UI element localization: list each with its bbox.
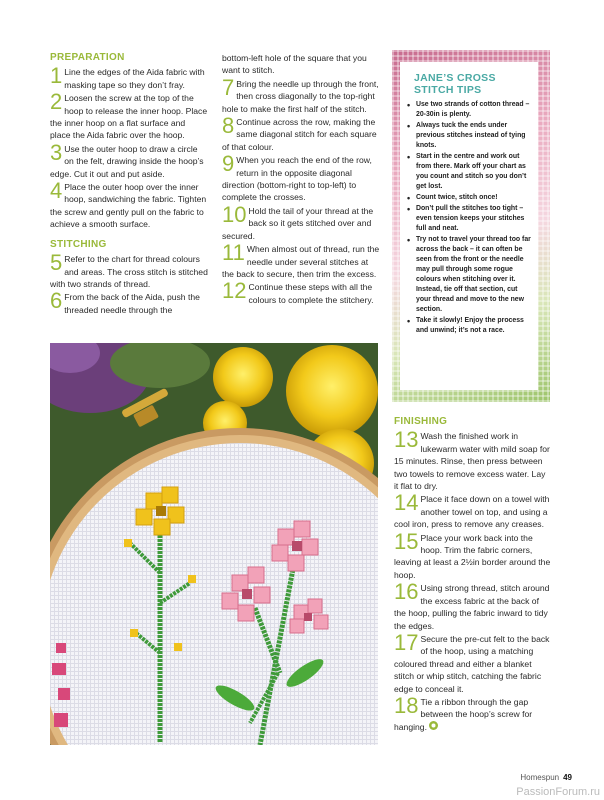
step-8 bbox=[222, 113, 380, 153]
step-number: 9 bbox=[222, 151, 235, 177]
step-number: 2 bbox=[50, 89, 63, 115]
step-text: When you reach the end of the row, return in the opposite diagonal direction (bottom-right to top-left) to complete the crosses. bbox=[222, 155, 372, 203]
step-number: 7 bbox=[222, 74, 235, 100]
tips-list bbox=[400, 100, 538, 336]
column-right bbox=[394, 416, 552, 734]
step-9 bbox=[222, 151, 380, 204]
step-number: 14 bbox=[394, 490, 419, 516]
step-2 bbox=[50, 89, 208, 142]
step-number: 16 bbox=[394, 579, 419, 605]
step-number: 18 bbox=[394, 692, 419, 718]
tip-item: • Always tuck the ends under previous stitches instead of tying knots. bbox=[416, 121, 534, 151]
step-text: Refer to the chart for thread colours and areas. The cross stitch is stitched with two strands of thread. bbox=[50, 254, 208, 289]
step-4 bbox=[50, 178, 208, 231]
step-text: When almost out of thread, run the needle under several stitches at the back to secure, then trim the excess. bbox=[222, 244, 380, 279]
page-number: 49 bbox=[563, 773, 572, 782]
step-12 bbox=[222, 278, 380, 306]
step-number: 12 bbox=[222, 278, 247, 304]
step-text: Using strong thread, stitch around the excess fabric at the back of the hoop, pulling the fabric inward to tidy the edges. bbox=[394, 583, 550, 631]
step-5 bbox=[50, 250, 208, 290]
step-18-text: Tie a ribbon through the gap between the hoop’s screw for hanging. bbox=[394, 696, 533, 732]
finishing-heading: FINISHING bbox=[394, 416, 448, 427]
step-14 bbox=[394, 490, 552, 530]
step-text: From the back of the Aida, push the threaded needle through the bbox=[64, 292, 200, 315]
step-number: 5 bbox=[50, 250, 63, 276]
step-number: 3 bbox=[50, 139, 63, 165]
tips-title-line: STITCH TIPS bbox=[414, 84, 482, 96]
step-number: 11 bbox=[222, 240, 245, 266]
step-text: Continue these steps with all the colours to complete the stitchery. bbox=[248, 282, 374, 305]
step-11 bbox=[222, 240, 380, 280]
step-text: Hold the tail of your thread at the back so it gets stitched over and secured. bbox=[222, 205, 374, 241]
step-17 bbox=[394, 629, 552, 695]
step-text: Secure the pre-cut felt to the back of the hoop, using a matching coloured thread and either a blanket stitch or whip stitch, catching the fabric edge to conceal it. bbox=[394, 633, 550, 694]
step-number: 8 bbox=[222, 113, 235, 139]
step-number: 10 bbox=[222, 201, 247, 227]
step-number: 1 bbox=[50, 63, 63, 89]
step-6 bbox=[50, 288, 208, 316]
column-left bbox=[50, 52, 208, 317]
watermark: PassionForum.ru bbox=[516, 786, 600, 798]
page-footer bbox=[520, 773, 572, 782]
tips-title-line: JANE’S CROSS bbox=[414, 72, 496, 84]
step-text: Wash the finished work in lukewarm water with mild soap for 15 minutes. Rinse, then press between two towels to remove excess water. Lay it flat to dry. bbox=[394, 431, 550, 492]
preparation-heading: PREPARATION bbox=[50, 52, 125, 63]
step-number: 4 bbox=[50, 178, 63, 204]
step-text: Bring the needle up through the front, then cross diagonally to the top-right hole to make the first half of the stitch. bbox=[222, 78, 379, 114]
column-middle bbox=[222, 52, 380, 307]
tip-item: • Take it slowly! Enjoy the process and unwind; it’s not a race. bbox=[416, 316, 534, 336]
publication-name: Homespun bbox=[520, 773, 560, 782]
step-text: Loosen the screw at the top of the hoop to release the inner hoop. Place the inner hoop on a flat surface and place the Aida fabric over the hoop. bbox=[50, 93, 208, 141]
step-number: 6 bbox=[50, 288, 63, 314]
tip-item: • Try not to travel your thread too far across the back – it can often be seen from the front or the needle may pull through some rogue colours when stitching over it. Instead, tie off that section, cut your thread and move to the new section. bbox=[416, 235, 534, 315]
tips-box bbox=[392, 50, 550, 402]
step-text: Line the edges of the Aida fabric with masking tape so they don’t fray. bbox=[64, 67, 205, 90]
tips-panel bbox=[400, 62, 538, 390]
embroidery-photo bbox=[50, 343, 378, 745]
tip-item: • Count twice, stitch once! bbox=[416, 193, 534, 203]
step-text: Continue across the row, making the same diagonal stitch for each square of that colour. bbox=[222, 117, 377, 152]
step-text: Place the outer hoop over the inner hoop, sandwiching the fabric. Tighten the screw and gently pull on the fabric to achieve a smooth surface. bbox=[50, 182, 207, 230]
step-3 bbox=[50, 139, 208, 180]
step-16 bbox=[394, 579, 552, 632]
step-6-continuation: bottom-left hole of the square that you want to stitch. bbox=[222, 53, 367, 76]
step-13 bbox=[394, 427, 552, 492]
step-1 bbox=[50, 63, 208, 91]
step-text: Use the outer hoop to draw a circle on the felt, drawing inside the hoop’s edge. Cut it out and put aside. bbox=[50, 143, 204, 179]
step-15 bbox=[394, 528, 552, 582]
step-text: Place your work back into the hoop. Trim the fabric corners, leaving at least a 2½in border around the hoop. bbox=[394, 532, 551, 580]
tip-item: • Don’t pull the stitches too tight – even tension keeps your stitches full and neat. bbox=[416, 204, 534, 234]
step-number: 17 bbox=[394, 629, 419, 655]
tip-item: • Start in the centre and work out from there. Mark off your chart as you count and stitch so you don’t get lost. bbox=[416, 152, 534, 192]
step-number: 15 bbox=[394, 528, 419, 554]
tips-title bbox=[414, 72, 538, 96]
step-text: Place it face down on a towel with another towel on top, and using a cool iron, press to remove any creases. bbox=[394, 494, 550, 530]
step-7 bbox=[222, 74, 380, 115]
end-mark-icon bbox=[429, 721, 438, 730]
step-18 bbox=[394, 692, 552, 733]
step-number: 13 bbox=[394, 427, 419, 453]
tip-item: • Use two strands of cotton thread – 20-30in is plenty. bbox=[416, 100, 534, 120]
stitching-heading: STITCHING bbox=[50, 238, 107, 250]
embroidery-illustration bbox=[50, 343, 378, 745]
step-10 bbox=[222, 201, 380, 242]
